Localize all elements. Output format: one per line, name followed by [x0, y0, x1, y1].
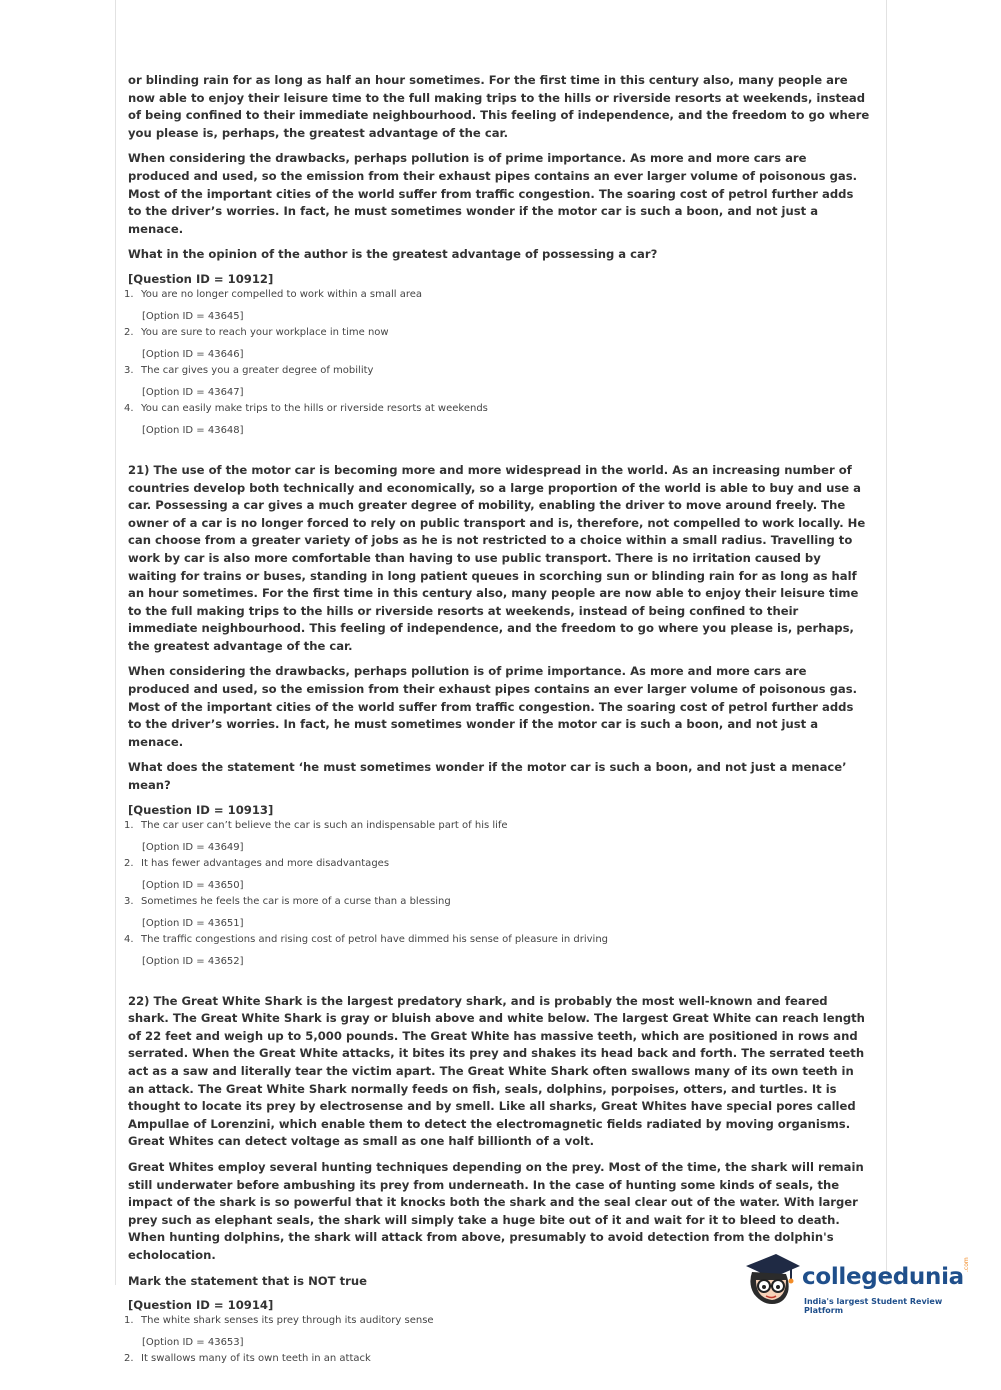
option-id: [Option ID = 43646]	[142, 348, 244, 360]
graduate-mascot-icon	[742, 1250, 802, 1312]
question-id: [Question ID = 10912]	[128, 271, 274, 286]
passage-paragraph: Great Whites employ several hunting techniques depending on the prey. Most of the time, the shark will remain still underwater before ambushing its prey from underneath. In the case of hunting some kinds of seals, the impact of the shark is so powerful that it knocks both the shark and the seal clear out of the water. With larger prey such as elephant seals, the shark will simply take a huge bite out of it and wait for it to bleed to death. When hunting dolphins, the shark will attack from above, presumably to avoid detection from the dolphin's echolocation.	[128, 1159, 864, 1262]
question-text: What in the opinion of the author is the greatest advantage of possessing a car?	[128, 247, 658, 262]
option-text: The white shark senses its prey through its auditory sense	[141, 1315, 434, 1327]
option-number: 4.	[124, 933, 134, 945]
option-text: The traffic congestions and rising cost of petrol have dimmed his sense of pleasure in driving	[141, 933, 609, 945]
option-text: It swallows many of its own teeth in an attack	[141, 1353, 371, 1365]
logo-domain: .com	[963, 1257, 970, 1272]
option-id: [Option ID = 43652]	[142, 955, 244, 967]
option-number: 4.	[124, 402, 134, 414]
passage-paragraph: 21) The use of the motor car is becoming more and more widespread in the world. As an increasing number of countries develop both technically and economically, so a large proportion of the world is able to buy and use a car. Possessing a car gives a much greater degree of mobility, enabling the driver to move around freely. The owner of a car is no longer forced to rely on public transport and is, therefore, not compelled to work locally. He can choose from a greater variety of jobs as he is not restricted to a choice within a small radius. Travelling to work by car is also more comfortable than having to use public transport. There is no irritation caused by waiting for trains or buses, standing in long patient queues in scorching sun or blinding rain for as long as half an hour sometimes. For the first time in this century also, many people are now able to enjoy their leisure time to the full making trips to the hills or riverside resorts at weekends, instead of being confined to their immediate neighbourhood. This feeling of independence, and the freedom to go where you please is, perhaps, the greatest advantage of the car.	[128, 462, 866, 653]
option-number: 2.	[124, 326, 134, 338]
option-id: [Option ID = 43651]	[142, 917, 244, 929]
option-text: You are no longer compelled to work within a small area	[141, 288, 423, 300]
option-number: 3.	[124, 895, 134, 907]
option-item[interactable]	[124, 1352, 870, 1366]
option-text: You are sure to reach your workplace in time now	[141, 326, 389, 338]
option-item[interactable]	[124, 288, 870, 302]
passage-paragraph: When considering the drawbacks, perhaps pollution is of prime importance. As more and more cars are produced and used, so the emission from their exhaust pipes contains an ever larger volume of poisonous gas. Most of the important cities of the world suffer from traffic congestion. The soaring cost of petrol further adds to the driver’s worries. In fact, he must sometimes wonder if the motor car is such a boon, and not just a menace.	[128, 151, 857, 236]
option-id: [Option ID = 43649]	[142, 841, 244, 853]
option-text: It has fewer advantages and more disadvantages	[141, 857, 390, 869]
option-text: The car user can’t believe the car is such an indispensable part of his life	[141, 819, 508, 831]
option-list	[124, 288, 870, 438]
option-text: You can easily make trips to the hills or riverside resorts at weekends	[141, 402, 488, 414]
option-item[interactable]	[124, 933, 870, 947]
option-number: 1.	[124, 819, 134, 831]
passage-paragraph: 22) The Great White Shark is the largest predatory shark, and is probably the most well-known and feared shark. The Great White Shark is gray or bluish above and white below. The largest Great White can reach length of 22 feet and weigh up to 5,000 pounds. The Great White has massive teeth, which are positioned in rows and serrated. When the Great White attacks, it bites its prey and shakes its head back and forth. The serrated teeth act as a saw and literally tear the victim apart. The Great White Shark often swallows many of its own teeth in an attack. The Great White Shark normally feeds on fish, seals, dolphins, porpoises, otters, and turtles. It is thought to locate its prey by electrosense and by smell. Like all sharks, Great Whites have special pores called Ampullae of Lorenzini, which enable them to detect the electromagnetic fields radiated by moving organisms. Great Whites can detect voltage as small as one half billionth of a volt.	[128, 993, 865, 1149]
option-list	[124, 1314, 870, 1366]
option-item[interactable]	[124, 819, 870, 833]
option-list	[124, 819, 870, 969]
logo-name: collegedunia	[802, 1264, 964, 1290]
option-number: 1.	[124, 288, 134, 300]
option-number: 2.	[124, 1353, 134, 1365]
option-number: 2.	[124, 857, 134, 869]
passage-paragraph: When considering the drawbacks, perhaps pollution is of prime importance. As more and more cars are produced and used, so the emission from their exhaust pipes contains an ever larger volume of poisonous gas. Most of the important cities of the world suffer from traffic congestion. The soaring cost of petrol further adds to the driver’s worries. In fact, he must sometimes wonder if the motor car is such a boon, and not just a menace.	[128, 664, 857, 749]
collegedunia-logo[interactable]	[742, 1250, 972, 1320]
option-item[interactable]	[124, 857, 870, 871]
option-id: [Option ID = 43645]	[142, 310, 244, 322]
logo-tagline: India's largest Student Review Platform	[804, 1297, 943, 1315]
option-item[interactable]	[124, 402, 870, 416]
option-text: The car gives you a greater degree of mobility	[141, 364, 374, 376]
question-text: Mark the statement that is NOT true	[128, 1273, 367, 1288]
question-text: What does the statement ‘he must sometimes wonder if the motor car is such a boon, and not just a menace’ mean?	[128, 760, 847, 793]
option-text: Sometimes he feels the car is more of a curse than a blessing	[141, 895, 451, 907]
question-id: [Question ID = 10914]	[128, 1298, 274, 1313]
question-id: [Question ID = 10913]	[128, 802, 274, 817]
passage-paragraph: or blinding rain for as long as half an hour sometimes. For the first time in this century also, many people are now able to enjoy their leisure time to the full making trips to the hills or riverside resorts at weekends, instead of being confined to their immediate neighbourhood. This feeling of independence, and the freedom to go where you please is, perhaps, the greatest advantage of the car.	[128, 73, 870, 140]
option-item[interactable]	[124, 326, 870, 340]
option-number: 1.	[124, 1315, 134, 1327]
option-number: 3.	[124, 364, 134, 376]
option-item[interactable]	[124, 364, 870, 378]
option-id: [Option ID = 43650]	[142, 879, 244, 891]
option-id: [Option ID = 43647]	[142, 386, 244, 398]
option-item[interactable]	[124, 895, 870, 909]
document-content	[124, 72, 870, 1390]
option-id: [Option ID = 43648]	[142, 424, 244, 436]
option-id: [Option ID = 43653]	[142, 1337, 244, 1349]
